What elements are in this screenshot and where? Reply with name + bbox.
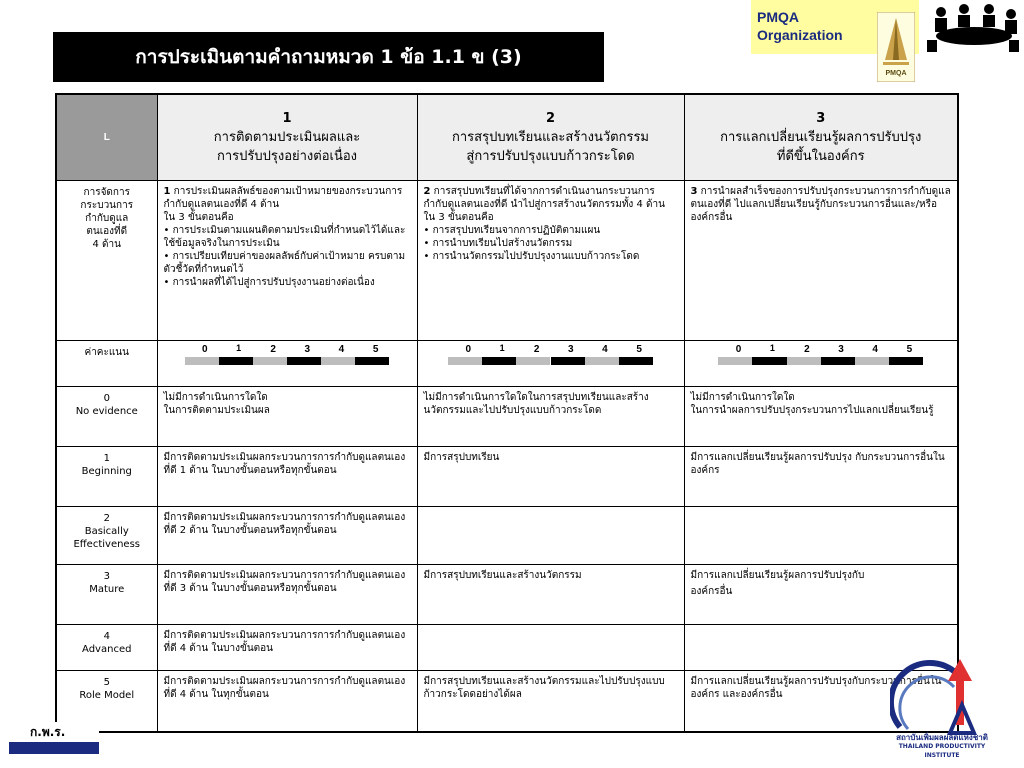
criteria-col-2-bullet: • การนำนวัตกรรมไปปรับปรุงงานแบบก้าวกระโดด (423, 250, 640, 262)
level-num: 0 (103, 392, 110, 404)
level-label (56, 386, 157, 446)
level-text: มีการแลกเปลี่ยนเรียนรู้ผลการปรับปรุง กับกระบวนการอื่นในองค์กร (690, 451, 945, 476)
score-segment (185, 357, 219, 365)
header-col-3 (684, 94, 958, 180)
assessment-table (55, 93, 959, 733)
brand-line-2: Organization (757, 27, 843, 43)
level-1-col-3 (684, 446, 958, 506)
level-row-1 (56, 446, 958, 506)
level-0-col-3 (684, 386, 958, 446)
header-col-3-line2: ที่ดีขึ้นในองค์กร (776, 148, 865, 164)
header-row (56, 94, 958, 180)
level-label (56, 506, 157, 564)
criteria-label-line: กำกับดูแล (85, 212, 129, 224)
criteria-label-line: กระบวนการ (80, 199, 134, 211)
level-name: Basically Effectiveness (73, 525, 141, 550)
level-text: มีการสรุปบทเรียนและสร้างนวัตกรรม (423, 569, 582, 581)
level-4-col-1 (157, 624, 417, 670)
score-tick-label: 0 (202, 343, 208, 355)
score-tick-label: 1 (236, 342, 242, 353)
score-scale (185, 344, 390, 366)
score-segment (787, 357, 821, 365)
score-scale-col-1 (157, 340, 417, 386)
score-segment (253, 357, 287, 365)
brand-text (757, 8, 843, 44)
criteria-col-2-num: 2 (423, 185, 431, 197)
level-name: Role Model (79, 689, 135, 701)
score-segment (482, 357, 516, 365)
score-row (56, 340, 958, 386)
level-5-col-1 (157, 670, 417, 732)
criteria-row (56, 180, 958, 340)
score-segment (551, 357, 585, 365)
criteria-col-2-bullet: • การสรุปบทเรียนจากการปฏิบัติตามแผน (423, 224, 601, 236)
score-scale (718, 344, 923, 366)
level-2-col-2 (417, 506, 684, 564)
level-num: 4 (103, 630, 110, 642)
criteria-col-2-bullet: • การนำบทเรียนไปสร้างนวัตกรรม (423, 237, 573, 249)
criteria-col-1-bullet: • การนำผลที่ได้ไปสู่การปรับปรุงงานอย่างต่อเนื่อง (163, 276, 375, 288)
level-1-col-2 (417, 446, 684, 506)
level-3-col-3 (684, 564, 958, 624)
level-text: มีการสรุปบทเรียน (423, 451, 500, 463)
criteria-label-line: ตนเองที่ดี (86, 225, 128, 237)
level-3-col-1 (157, 564, 417, 624)
opdc-logo-text: ก.พ.ร. (30, 725, 66, 739)
level-text: มีการแลกเปลี่ยนเรียนรู้ผลการปรับปรุงกับกระบวนการอื่นในองค์กร และองค์กรอื่น (690, 675, 942, 700)
level-row-3 (56, 564, 958, 624)
criteria-label-line: 4 ด้าน (92, 238, 121, 250)
header-col-1 (157, 94, 417, 180)
tpi-caption-th: สถาบันเพิ่มผลผลิตแห่งชาติ (896, 733, 988, 742)
score-segment (752, 357, 786, 365)
criteria-col-3-num: 3 (690, 185, 698, 197)
criteria-col-3-head: การนำผลสำเร็จของการปรับปรุงกระบวนการการกำกับดูแลตนเองที่ดี ไปแลกเปลี่ยนเรียนรู้กับกระบวนการอื่นและ/หรือองค์กรอื่น (690, 185, 951, 223)
header-col-2-line2: สู่การปรับปรุงแบบก้าวกระโดด (466, 148, 635, 164)
score-segment (448, 357, 482, 365)
level-3-col-2 (417, 564, 684, 624)
criteria-col-1-head: การประเมินผลลัพธ์ของตามเป้าหมายของกระบวนการกำกับดูแลตนเองที่ดี 4 ด้าน (163, 185, 403, 210)
score-tick-label: 2 (804, 343, 810, 355)
score-segment (821, 357, 855, 365)
score-tick-label: 5 (636, 343, 642, 355)
level-text: มีการแลกเปลี่ยนเรียนรู้ผลการปรับปรุงกับ (690, 569, 865, 581)
score-tick-label: 3 (304, 343, 311, 355)
score-segment (355, 357, 389, 365)
page-title: การประเมินตามคำถามหมวด 1 ข้อ 1.1 ข (3) (53, 32, 604, 82)
level-num: 1 (103, 452, 110, 464)
header-col-3-num: 3 (816, 110, 826, 126)
level-label (56, 446, 157, 506)
header-col-1-line1: การติดตามประเมินผลและ (213, 129, 361, 145)
level-1-col-1 (157, 446, 417, 506)
level-text: มีการติดตามประเมินผลกระบวนการการกำกับดูแลตนเองที่ดี 3 ด้าน ในบางขั้นตอนหรือทุกขั้นตอน (163, 569, 406, 594)
criteria-col-2-head: การสรุปบทเรียนที่ได้จากการดำเนินงานกระบวนการกำกับดูแลตนเองที่ดี นำไปสู่การสร้างนวัตกรรมทั้ง 4 ด้าน ใน 3 ขั้นตอนคือ (423, 185, 665, 223)
score-segment (287, 357, 321, 365)
level-num: 5 (103, 676, 110, 688)
level-num: 2 (103, 512, 110, 524)
header-col-2-num: 2 (545, 110, 556, 126)
score-segment (321, 357, 355, 365)
pmqa-logo-text: PMQA (885, 70, 907, 77)
level-label (56, 564, 157, 624)
opdc-banner (9, 744, 99, 754)
level-text: ในการติดตามประเมินผล (163, 404, 270, 416)
score-tick-label: 5 (372, 343, 379, 355)
level-4-col-2 (417, 624, 684, 670)
header-col-1-num: 1 (282, 110, 292, 126)
score-tick-label: 0 (735, 343, 742, 355)
score-tick-label: 3 (568, 343, 574, 355)
score-tick-label: 4 (872, 343, 878, 355)
level-name: Beginning (81, 465, 132, 477)
criteria-col-2 (417, 180, 684, 340)
level-text: มีการสรุปบทเรียนและสร้างนวัตกรรมและไปปรับปรุงแบบก้าวกระโดดอย่างได้ผล (423, 675, 665, 700)
level-text: มีการติดตามประเมินผลกระบวนการการกำกับดูแลตนเองที่ดี 2 ด้าน ในบางขั้นตอนหรือทุกขั้นตอน (163, 511, 406, 536)
score-segment (855, 357, 889, 365)
score-scale (448, 344, 653, 366)
level-row-4 (56, 624, 958, 670)
level-name: Advanced (82, 643, 132, 655)
score-tick-label: 1 (769, 342, 775, 353)
tpi-caption (888, 733, 996, 760)
meeting-people-icon (919, 0, 1024, 54)
criteria-col-3 (684, 180, 958, 340)
criteria-col-1-bullet: • การประเมินตามแผนติดตามประเมินที่กำหนดไว้ได้และใช้ข้อมูลจริงในการประเมิน (163, 224, 406, 249)
score-tick-label: 0 (465, 343, 472, 355)
tpi-caption-en: THAILAND PRODUCTIVITY INSTITUTE (898, 743, 986, 759)
level-text: มีการติดตามประเมินผลกระบวนการการกำกับดูแลตนเองที่ดี 4 ด้าน ในบางขั้นตอน (163, 629, 406, 654)
brand-line-1: PMQA (757, 9, 799, 25)
score-segment (585, 357, 619, 365)
criteria-col-1 (157, 180, 417, 340)
score-tick-label: 3 (838, 343, 844, 355)
score-scale-col-3 (684, 340, 958, 386)
level-row-2 (56, 506, 958, 564)
pmqa-logo-icon (877, 12, 915, 82)
level-row-5 (56, 670, 958, 732)
level-text: ไม่มีการดำเนินการใดใดในการสรุปบทเรียนและสร้างนวัตกรรมและไปปรับปรุงแบบก้าวกระโดด (423, 391, 649, 416)
level-label (56, 624, 157, 670)
level-text: มีการติดตามประเมินผลกระบวนการการกำกับดูแลตนเองที่ดี 1 ด้าน ในบางขั้นตอนหรือทุกขั้นตอน (163, 451, 406, 476)
level-5-col-2 (417, 670, 684, 732)
level-name: No evidence (75, 405, 138, 417)
score-tick-label: 4 (602, 343, 608, 355)
score-segment (516, 357, 550, 365)
score-label: ค่าคะแนน (56, 340, 157, 386)
level-text: ไม่มีการดำเนินการใดใด (690, 391, 795, 403)
score-tick-label: 4 (338, 343, 345, 355)
score-segment (718, 357, 752, 365)
header-col-3-line1: การแลกเปลี่ยนเรียนรู้ผลการปรับปรุง (720, 129, 922, 145)
level-name: Mature (89, 583, 125, 595)
header-col-1-line2: การปรับปรุงอย่างต่อเนื่อง (216, 148, 358, 164)
level-text: ไม่มีการดำเนินการใดใด (163, 391, 268, 403)
criteria-col-1-bullet: • การเปรียบเทียบค่าของผลลัพธ์กับค่าเป้าหมาย ครบตามตัวชี้วัดที่กำหนดไว้ (163, 250, 406, 275)
level-text: ในการนำผลการปรับปรุงกระบวนการไปแลกเปลี่ยนเรียนรู้ (690, 404, 934, 416)
level-row-0 (56, 386, 958, 446)
criteria-col-1-line: ใน 3 ขั้นตอนคือ (163, 211, 234, 223)
score-segment (889, 357, 923, 365)
level-2-col-1 (157, 506, 417, 564)
level-0-col-2 (417, 386, 684, 446)
score-tick-label: 5 (906, 343, 913, 355)
l-label: L (56, 94, 157, 180)
criteria-col-1-num: 1 (163, 185, 171, 197)
score-tick-label: 2 (533, 343, 540, 355)
criteria-label-line: การจัดการ (83, 186, 130, 198)
level-num: 3 (103, 570, 110, 582)
level-text: มีการติดตามประเมินผลกระบวนการการกำกับดูแลตนเองที่ดี 4 ด้าน ในทุกขั้นตอน (163, 675, 406, 700)
score-segment (619, 357, 653, 365)
score-tick-label: 1 (499, 342, 505, 353)
score-segment (219, 357, 253, 365)
level-2-col-3 (684, 506, 958, 564)
score-tick-label: 2 (270, 343, 276, 355)
header-col-2-line1: การสรุปบทเรียนและสร้างนวัตกรรม (452, 129, 649, 145)
criteria-label (56, 180, 157, 340)
header-col-2 (417, 94, 684, 180)
level-0-col-1 (157, 386, 417, 446)
level-text: องค์กรอื่น (690, 585, 733, 597)
score-scale-col-2 (417, 340, 684, 386)
